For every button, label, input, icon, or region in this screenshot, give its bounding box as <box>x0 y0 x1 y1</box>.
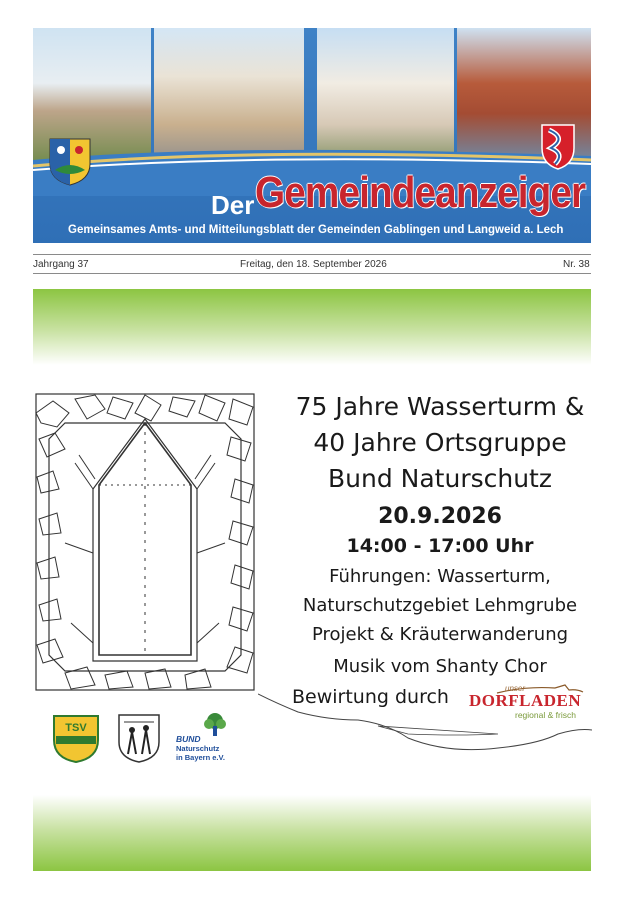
langweid-crest-icon <box>541 124 575 170</box>
flyer-headline-1: 75 Jahre Wasserturm & <box>295 392 585 421</box>
flyer-catering: Bewirtung durch <box>292 686 449 708</box>
photo-club-crest-icon <box>116 712 162 764</box>
issue-volume: Jahrgang 37 <box>33 259 89 270</box>
tsv-text: TSV <box>65 722 87 734</box>
flyer-music: Musik vom Shanty Chor <box>333 656 547 677</box>
bund-label: BUND <box>176 734 201 744</box>
green-band-top <box>33 289 591 365</box>
flyer-tours-1: Führungen: Wasserturm, <box>329 566 551 587</box>
water-tower-drawing <box>35 393 257 693</box>
dorfladen-tagline: regional & frisch <box>515 710 576 720</box>
newspaper-subtitle: Gemeinsames Amts- und Mitteilungsblatt der Gemeinden Gablingen und Langweid a. Lech <box>68 224 564 236</box>
divider-bottom <box>33 273 591 274</box>
flyer-headline-2: 40 Jahre Ortsgruppe <box>313 428 567 457</box>
bund-naturschutz-logo <box>176 712 236 768</box>
bund-label-3: in Bayern e.V. <box>176 753 225 762</box>
dorfladen-name: DORFLADEN <box>469 691 582 710</box>
bund-label-2: Naturschutz <box>176 744 220 753</box>
issue-number: Nr. 38 <box>563 259 590 270</box>
newspaper-title: Gemeindeanzeiger <box>255 168 586 217</box>
masthead <box>33 28 591 243</box>
flyer-tours-3: Projekt & Kräuterwanderung <box>311 624 569 645</box>
river-outline <box>258 690 592 770</box>
green-band-bottom <box>33 795 591 871</box>
dorfladen-unser: unser <box>505 684 526 693</box>
bund-tree-icon <box>200 712 230 736</box>
flyer-headline-3: Bund Naturschutz <box>328 464 552 493</box>
flyer-tours-2: Naturschutzgebiet Lehmgrube <box>302 595 578 616</box>
gablingen-crest-icon <box>49 138 91 186</box>
flyer-date: 20.9.2026 <box>378 504 502 529</box>
flyer-time: 14:00 - 17:00 Uhr <box>346 535 534 557</box>
divider-top <box>33 254 591 255</box>
tsv-crest-icon <box>50 712 102 764</box>
title-prefix: Der <box>211 190 255 220</box>
issue-date: Freitag, den 18. September 2026 <box>240 259 387 270</box>
